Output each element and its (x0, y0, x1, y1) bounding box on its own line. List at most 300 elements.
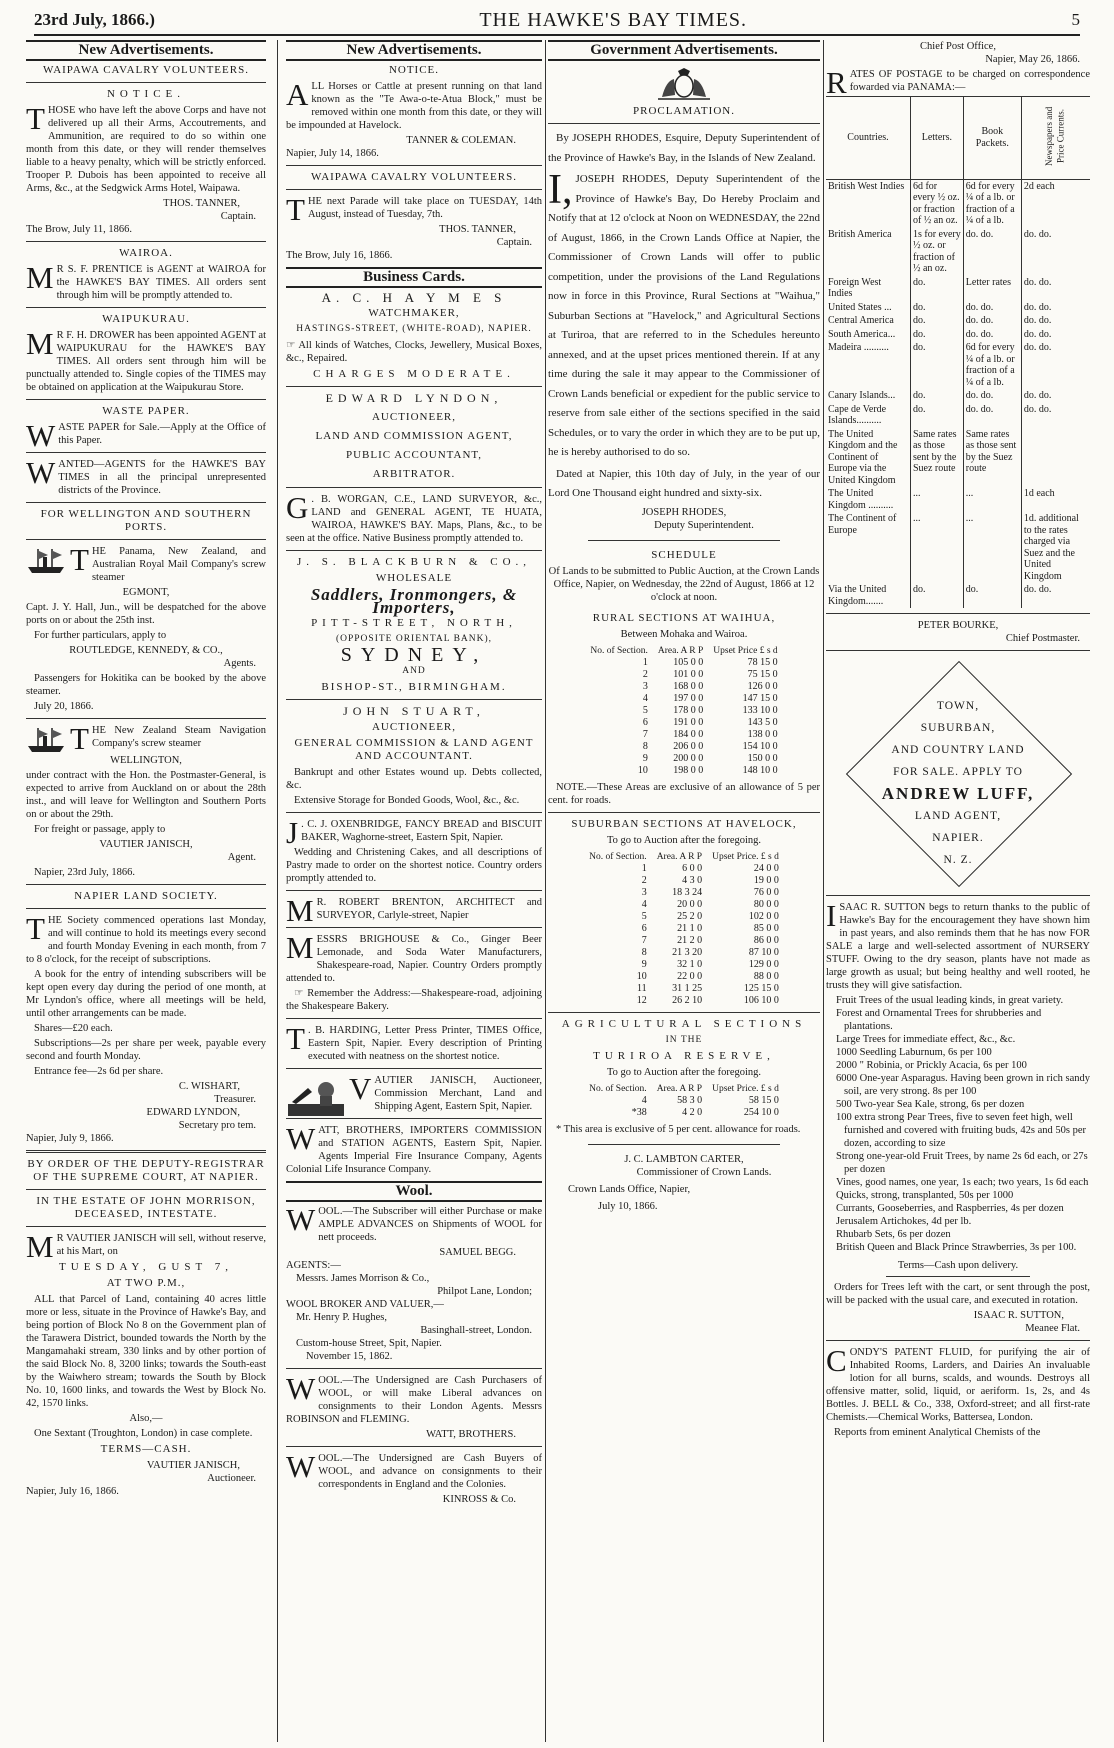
table-cell: Canary Islands... (828, 390, 896, 401)
ad-line: NAPIER. (932, 832, 984, 844)
drop-cap: W (286, 1202, 316, 1237)
table-row (826, 487, 1090, 512)
card-blackburn (286, 556, 542, 694)
postage-rates-table (826, 96, 1090, 608)
table-cell: 4 2 0 (682, 1106, 703, 1118)
ad-cavalry-notice (26, 64, 266, 236)
column-header: No. of Section. (589, 851, 647, 862)
table-cell: 150 0 0 (747, 752, 778, 764)
ad-body: Subscriptions—2s per share per week, payable every second and fourth Monday. (26, 1038, 266, 1062)
drop-cap: M (286, 893, 314, 928)
table-cell: 12 (636, 994, 647, 1006)
auctioneer-engraving-icon (286, 1074, 346, 1118)
list-item: Vines, good names, one year, 1s each; two years, 1s 6d each (836, 1177, 1089, 1188)
ad-heading: NAPIER LAND SOCIETY. (74, 890, 218, 902)
section-heading: New Advertisements. (286, 40, 542, 61)
table-cell: 75 15 0 (747, 668, 778, 680)
ad-body: By JOSEPH RHODES, Esquire, Deputy Superintendent of the Province of Hawke's Bay, in the Islands of New Zealand. (548, 132, 820, 164)
ad-begg-wool (286, 1202, 542, 1363)
proclamation-title: PROCLAMATION. (633, 105, 735, 117)
nursery-price-list (826, 994, 1090, 1254)
agent-name: VAUTIER JANISCH, (99, 839, 193, 850)
ad-place-date: Napier, July 16, 1866. (26, 1486, 119, 1497)
ad-body: Orders for Trees left with the cart, or sent through the post, will be packed with the usual care, and executed in rotation. (826, 1282, 1090, 1306)
signature: KINROSS & Co. (442, 1494, 516, 1505)
table-row (826, 276, 1090, 301)
table-cell: 147 15 0 (742, 692, 778, 704)
table-cell: 1d each (1021, 487, 1090, 512)
table-cell: South America... (828, 328, 896, 340)
table-cell: do. (963, 583, 1021, 608)
ad-heading: WAIPAWA CAVALRY VOLUNTEERS. (43, 64, 249, 76)
table-row (826, 583, 1090, 608)
table-row (585, 765, 782, 777)
signature-role: Captain. (496, 237, 532, 248)
table-cell: 6d for every ¼ of a lb. or fraction of a ¼ of a lb. (963, 341, 1021, 389)
table-cell: 2d each (1021, 179, 1090, 228)
table-cell: 9 (642, 752, 648, 764)
table-cell: *38 (631, 1106, 647, 1118)
table-row (584, 1095, 784, 1107)
table-cell: ... (963, 512, 1021, 583)
signature: J. C. LAMBTON CARTER, (624, 1153, 744, 1165)
card-line: AND (402, 666, 426, 676)
card-line: LAND AND COMMISSION AGENT, (315, 430, 513, 442)
drop-cap: I (826, 898, 837, 933)
drop-cap: M (26, 1229, 54, 1264)
table-cell: 191 0 0 (673, 716, 704, 728)
pointing-hand-icon: ☞ (294, 988, 308, 999)
table-row (826, 341, 1090, 389)
signature-role: Treasurer. (214, 1094, 256, 1105)
ad-body: Shares—£20 each. (34, 1023, 113, 1034)
signature: EDWARD LYNDON, (146, 1107, 240, 1118)
signature: C. WISHART, (178, 1081, 240, 1092)
ad-body: R F. H. DROWER has been appointed AGENT at WAIPUKURAU for the HAWKE'S BAY TIMES. All orders sent through him will be punctually attended to. Single copies of the TIMES may be obtained on application at the Waipukurau Store. (26, 330, 266, 393)
signature-role: Captain. (220, 211, 256, 222)
ship-name: WELLINGTON, (110, 755, 182, 766)
list-item: Jerusalem Artichokes, 4d per lb. (836, 1216, 972, 1227)
table-heading: TURIROA RESERVE, (593, 1049, 775, 1062)
table-cell: 6d for every ¼ of a lb. or fraction of a ¼ of a lb. (963, 179, 1021, 228)
ad-body: Dated at Napier, this 10th day of July, in the year of our Lord One Thousand eight hundred and sixty-six. (548, 467, 820, 499)
drop-cap: A (286, 77, 309, 112)
card-janisch (286, 1071, 542, 1113)
schedule-title: SCHEDULE (651, 548, 717, 561)
table-cell: 7 (641, 934, 647, 946)
ad-body: R S. F. PRENTICE is AGENT at WAIROA for the HAWKE'S BAY TIMES. All orders sent through him will be promptly attended to. (56, 264, 266, 301)
table-row (585, 657, 782, 669)
drop-cap: M (26, 260, 54, 295)
steamship-icon (26, 545, 66, 575)
table-cell: do. (910, 314, 963, 328)
drop-cap: W (26, 455, 56, 490)
table-cell: 148 10 0 (742, 764, 778, 776)
table-cell: 1d. additional to the rates charged via Suez and the United Kingdom (1021, 512, 1090, 583)
agent-name: ROUTLEDGE, KENNEDY, & CO., (69, 645, 223, 656)
drop-cap: W (26, 418, 56, 453)
card-watt (286, 1121, 542, 1176)
table-cell: 88 0 0 (753, 970, 779, 982)
card-line: GENERAL COMMISSION & LAND AGENT AND ACCOUNTANT. (294, 737, 534, 762)
column-header: Area. A R P (656, 1083, 703, 1094)
column-header: Area. A R P (656, 851, 703, 862)
signature: PETER BOURKE, (917, 620, 999, 631)
ad-body: OOL.—The Subscriber will either Purchase or make AMPLE ADVANCES on Shipments of WOOL for nett proceeds. (318, 1206, 542, 1243)
table-cell: 6d for every ½ oz. or fraction of ½ an oz. (910, 179, 963, 228)
column-divider (823, 40, 824, 1742)
table-cell: do. do. (963, 314, 1021, 328)
column-divider (545, 40, 546, 1742)
table-row (584, 863, 784, 875)
column-header: No. of Section. (589, 1083, 647, 1094)
table-row (584, 923, 784, 935)
table-cell: do. (910, 341, 963, 389)
column-header: Countries. (826, 97, 910, 180)
ad-kinross-wool (286, 1449, 542, 1506)
signature: VAUTIER JANISCH, (146, 1460, 240, 1471)
drop-cap: W (286, 1371, 316, 1406)
ad-line: SUBURBAN, (920, 722, 996, 734)
ad-cavalry-parade (286, 171, 542, 262)
table-row (584, 959, 784, 971)
ad-body: All kinds of Watches, Clocks, Jewellery, Musical Boxes, &c., Repaired. (286, 340, 542, 364)
table-cell: British America (828, 228, 892, 240)
ad-body: ASTE PAPER for Sale.—Apply at the Office of this Paper. (58, 422, 266, 446)
table-cell: 7 (642, 728, 648, 740)
signature: JOSEPH RHODES, (641, 506, 727, 518)
table-row (585, 729, 782, 741)
table-row (826, 179, 1090, 228)
card-trade: Saddlers, Ironmongers, & Importers, (310, 585, 518, 617)
ad-body: HE New Zealand Steam Navigation Company's screw steamer (91, 725, 266, 749)
table-cell: 58 3 0 (677, 1094, 703, 1106)
ad-body: Reports from eminent Analytical Chemists of the (834, 1427, 1041, 1438)
table-cell: ... (910, 512, 963, 583)
drop-cap: V (349, 1071, 372, 1106)
table-cell: 206 0 0 (673, 740, 704, 752)
ad-body: ATES OF POSTAGE to be charged on correspondence fowarded via PANAMA:— (849, 69, 1090, 93)
table-cell: 85 0 0 (753, 922, 779, 934)
table-cell: 21 2 0 (677, 934, 703, 946)
list-item: Forest and Ornamental Trees for shrubberies and plantations. (836, 1008, 1042, 1032)
table-row (585, 693, 782, 705)
ad-body: Extensive Storage for Bonded Goods, Wool, &c., &c. (294, 795, 520, 806)
card-address: HASTINGS-STREET, (WHITE-ROAD), NAPIER. (296, 324, 532, 334)
table-cell: 198 0 0 (673, 764, 704, 776)
ad-body: Capt. J. Y. Hall, Jun., will be despatched for the above ports on or about the 25th inst. (26, 602, 266, 626)
ad-body: . B. WORGAN, C.E., LAND SURVEYOR, &c., LAND and GENERAL AGENT, TE HUATA, WAIROA, HAWKE'S BAY. Maps, Plans, &c., to be seen at the office. Native Business promptly attended to. (286, 494, 542, 544)
ad-body: WOOL BROKER AND VALUER,— (286, 1299, 444, 1310)
signature: WATT, BROTHERS. (426, 1429, 516, 1440)
ad-waipukurau (26, 313, 266, 394)
ad-place-date: July 20, 1866. (34, 701, 94, 712)
table-row (826, 301, 1090, 315)
table-cell: 102 0 0 (748, 910, 779, 922)
table-cell: 24 0 0 (753, 862, 779, 874)
ad-body: For freight or passage, apply to (34, 824, 166, 835)
table-cell: do. (910, 389, 963, 403)
ad-body: ATT, BROTHERS, IMPORTERS COMMISSION and STATION AGENTS, Eastern Spit, Napier. Agents Imperial Fire Insurance Company, Agents Colonial Life Insurance Company. (286, 1125, 542, 1175)
table-row (584, 1107, 784, 1119)
table-cell: 254 10 0 (743, 1106, 779, 1118)
section-heading: Wool. (286, 1181, 542, 1202)
card-harding (286, 1021, 542, 1063)
column-header: Book Packets. (963, 97, 1021, 180)
table-cell: 126 0 0 (747, 680, 778, 692)
card-line: BISHOP-ST., BIRMINGHAM. (321, 681, 507, 693)
column-header: Upset Price. £ s d (712, 1083, 779, 1094)
table-cell: 105 0 0 (673, 656, 704, 668)
table-cell: 4 (642, 692, 648, 704)
steamship-icon (26, 724, 66, 754)
table-row (826, 389, 1090, 403)
drop-cap: I, (548, 167, 573, 213)
card-oxenbridge (286, 815, 542, 885)
table-cell: 4 (641, 898, 647, 910)
table-cell: 5 (642, 704, 648, 716)
table-subheading: To go to Auction after the foregoing. (606, 834, 762, 846)
signature: THOS. TANNER, (439, 224, 516, 235)
table-cell: 8 (641, 946, 647, 958)
table-cell: do. do. (963, 328, 1021, 342)
table-cell: 78 15 0 (747, 656, 778, 668)
list-item: Currants, Gooseberries, and Raspberries, 4s per dozen (836, 1203, 1064, 1214)
table-cell: do. do. (1021, 301, 1090, 315)
table-row (584, 887, 784, 899)
ad-body: JOSEPH RHODES, Deputy Superintendent of the Province of Hawke's Bay, Do Hereby Proclaim and Notify that at 12 o'clock at Noon on WEDNESDAY, the 22nd of August, 1866, in the Crown Lands Office at Napier, the Commissioner of Crown Lands will offer to public competition, under the provisions of the Land Regulations now in force in this Province, Rural Sections at "Waihua," Suburban Sections at "Havelock," and Agricultural Sections at Turiroa, that are referred to in the Schedules hereunto annexed, and at the upset prices mentioned therein. If at any time during the sale it may appear to the Commissioner of Crown Lands beneficial or expedient for the public service to reserve from sale either of the sections specified in the said Schedules, or to vary the order in which they are to be put up, he is hereby authorised to do so. (548, 173, 820, 458)
table-cell: do. (910, 328, 963, 342)
table-cell: 3 (641, 886, 647, 898)
drop-cap: T (26, 101, 45, 136)
table-row (585, 681, 782, 693)
ad-heading: NOTICE. (388, 64, 440, 76)
table-cell: 1 (641, 862, 647, 874)
table-cell: do. (910, 583, 963, 608)
ad-body: Bankrupt and other Estates wound up. Debts collected, &c. (286, 767, 542, 791)
table-row (585, 717, 782, 729)
ad-body: OOL.—The Undersigned are Cash Purchasers of WOOL, or will make Liberal advances on consignments to their London Agents. Messrs ROBINSON and FLEMING. (286, 1375, 542, 1425)
column-header: Upset Price. £ s d (712, 851, 779, 862)
table-row (585, 753, 782, 765)
card-line: ARBITRATOR. (372, 468, 456, 480)
table-cell: do. (910, 403, 963, 428)
ad-court-sale (26, 1158, 266, 1498)
ad-body: ALL that Parcel of Land, containing 40 acres little more or less, situate in the Province of Hawke's Bay, and being portion of Block No 8 on the Government plan of the Tarawera District, bounded towards the North by the Mangamahaki stream, 330 links and by other portion of the said Block No. 8, 3200 links; towards the South-east by the Waiwhero stream; towards the South by Block No. 10, 1600 links, and towards the West by Block No. 42, 1570 links. (26, 1294, 266, 1409)
rural-sections-table (585, 645, 782, 777)
card-lyndon (286, 392, 542, 481)
ad-body: Messrs. James Morrison & Co., (296, 1273, 430, 1284)
signature-role: Chief Postmaster. (1005, 633, 1080, 644)
table-cell: 76 0 0 (753, 886, 779, 898)
ad-place-date: Napier, July 14, 1866. (286, 148, 379, 159)
terms: TERMS—CASH. (100, 1443, 192, 1455)
table-cell: Cape de Verde Islands.......... (828, 403, 887, 426)
drop-cap: G (286, 490, 309, 525)
table-cell: 20 0 0 (677, 898, 703, 910)
table-cell: Same rates as those sent by the Suez route (910, 428, 963, 488)
card-charges: CHARGES MODERATE. (313, 368, 515, 380)
table-cell: 8 (642, 740, 648, 752)
ad-body: NOTE.—These Areas are exclusive of an allowance of 5 per cent. for roads. (548, 781, 820, 806)
ad-line: N. Z. (943, 854, 973, 866)
table-cell: 106 10 0 (743, 994, 779, 1006)
table-cell: British West Indies (828, 180, 905, 192)
ad-body: Wedding and Christening Cakes, and all descriptions of Pastry made to order on the shortest notice. Country orders promptly attended to. (286, 847, 542, 884)
ad-heading: FOR WELLINGTON AND SOUTHERN PORTS. (40, 508, 252, 533)
table-cell: 86 0 0 (753, 934, 779, 946)
card-line: PUBLIC ACCOUNTANT, (345, 449, 483, 461)
table-row (826, 314, 1090, 328)
ship-name: EGMONT, (122, 587, 170, 598)
table-cell: 18 3 24 (672, 886, 703, 898)
table-row (584, 899, 784, 911)
table-cell: 184 0 0 (673, 728, 704, 740)
column-header: Area. A R P (657, 645, 704, 656)
issue-date: 23rd July, 1866.) (34, 10, 155, 29)
table-cell: 2 (642, 668, 648, 680)
drop-cap: T (70, 721, 89, 756)
ad-line: TOWN, (936, 700, 980, 712)
table-cell: 32 1 0 (677, 958, 703, 970)
table-cell: 1s for every ½ oz. or fraction of ½ an oz. (910, 228, 963, 276)
table-cell: 133 10 0 (742, 704, 778, 716)
ad-body: AUTIER JANISCH, Auctioneer, Commission Merchant, Land and Shipping Agent, Eastern Spit, Napier. (374, 1075, 542, 1112)
drop-cap: W (286, 1449, 316, 1484)
section-heading: Government Advertisements. (548, 40, 820, 61)
table-cell: do. do. (963, 301, 1021, 315)
signature-role: Commissioner of Crown Lands. (636, 1166, 772, 1178)
table-cell: 125 15 0 (743, 982, 779, 994)
ad-line: LAND AGENT, (914, 810, 1002, 822)
card-line: WHOLESALE (375, 572, 453, 584)
section-heading: New Advertisements. (26, 40, 266, 61)
ad-place-date: Napier, 23rd July, 1866. (34, 867, 135, 878)
office-name: Chief Post Office, (920, 41, 996, 52)
table-heading: SUBURBAN SECTIONS AT HAVELOCK, (571, 817, 797, 830)
ad-heading: WAIPAWA CAVALRY VOLUNTEERS. (311, 171, 517, 183)
column-header: Newspapers and Price Currents. (1044, 106, 1066, 166)
ad-body: HOSE who have left the above Corps and have not delivered up all their Arms, Accoutrements, and Ammunition, are required to do so within one month from this date, or they will render themselves liable to a heavy penalty, which will be strictly enforced. Trooper P. Dubois has been appointed to receive all Arms, &c., at the Sedgwick Arms Hotel, Waipawa. (26, 105, 266, 194)
table-cell: 58 15 0 (748, 1094, 779, 1106)
table-cell: 168 0 0 (673, 680, 704, 692)
ad-body: Passengers for Hokitika can be booked by the above steamer. (26, 673, 266, 697)
table-row (584, 971, 784, 983)
table-cell: 26 2 10 (672, 994, 703, 1006)
table-row (585, 741, 782, 753)
card-brighouse (286, 930, 542, 1013)
list-item: Fruit Trees of the usual leading kinds, in great variety. (836, 995, 1064, 1006)
table-row (826, 428, 1090, 488)
ad-body: * This area is exclusive of 5 per cent. allowance for roads. (556, 1123, 801, 1135)
ad-heading: BY ORDER OF THE DEPUTY-REGISTRAR OF THE SUPREME COURT, AT NAPIER. (27, 1158, 265, 1183)
table-subheading: Between Mohaka and Wairoa. (620, 628, 748, 640)
column-2 (286, 40, 542, 1742)
table-row (584, 995, 784, 1007)
table-cell: 22 0 0 (677, 970, 703, 982)
list-item: Strong one-year-old Fruit Trees, by name 2s 6d each, or 27s per dozen (836, 1151, 1088, 1175)
ad-body: HE Panama, New Zealand, and Australian Royal Mail Company's screw steamer (91, 546, 266, 583)
newspaper-title: THE HAWKE'S BAY TIMES. (479, 8, 748, 31)
signature-role: Secretary pro tem. (178, 1120, 256, 1131)
ad-body: Custom-house Street, Spit, Napier. (296, 1338, 442, 1349)
card-name: EDWARD LYNDON, (325, 391, 503, 405)
signature-role: Deputy Superintendent. (654, 519, 754, 531)
ad-heading: WASTE PAPER. (102, 405, 190, 417)
sale-time: AT TWO P.M., (106, 1277, 186, 1289)
ad-body: R. ROBERT BRENTON, ARCHITECT and SURVEYOR, Carlyle-street, Napier (316, 897, 542, 921)
table-cell: 21 3 20 (672, 946, 703, 958)
signature: ISAAC R. SUTTON, (973, 1310, 1064, 1321)
table-row (584, 935, 784, 947)
table-row (585, 705, 782, 717)
ad-body: HE next Parade will take place on TUESDAY, 14th August, instead of Tuesday, 7th. (307, 196, 542, 220)
table-row (584, 875, 784, 887)
drop-cap: T (70, 542, 89, 577)
table-row (826, 328, 1090, 342)
column-4 (826, 40, 1090, 1742)
drop-cap: W (286, 1121, 316, 1156)
ad-body: LL Horses or Cattle at present running on that land known as the "Te Awa-o-te-Atua Block," must be removed within one month from this date, or they will be impounded at Havelock. (286, 81, 542, 131)
table-cell: 19 0 0 (753, 874, 779, 886)
table-cell: The United Kingdom .......... (828, 488, 894, 511)
ad-condys-fluid (826, 1343, 1090, 1439)
table-subheading: To go to Auction after the foregoing. (606, 1066, 762, 1078)
card-brenton (286, 893, 542, 928)
drop-cap: T (26, 911, 45, 946)
table-cell: 200 0 0 (673, 752, 704, 764)
ad-heading: WAIPUKURAU. (102, 313, 190, 325)
table-cell: do. (910, 301, 963, 315)
table-cell: do. do. (1021, 403, 1090, 428)
ad-body: HE Society commenced operations last Monday, and will continue to hold its meetings every second and fourth Monday Evening in each month, from 7 to 8 o'clock, for the receipt of subscriptions. (26, 915, 266, 965)
proclamation-body (548, 129, 820, 504)
table-cell: 138 0 0 (747, 728, 778, 740)
column-header: No. of Section. (590, 645, 648, 656)
table-row (585, 669, 782, 681)
table-cell: 80 0 0 (753, 898, 779, 910)
section-heading: Business Cards. (286, 267, 542, 288)
ad-subheading: IN THE ESTATE OF JOHN MORRISON, DECEASED, INTESTATE. (36, 1195, 256, 1220)
table-cell: 129 0 0 (748, 958, 779, 970)
ad-place: Crown Lands Office, Napier, (568, 1183, 691, 1195)
table-cell: do. do. (1021, 276, 1090, 301)
table-heading: AGRICULTURAL SECTIONS (561, 1017, 807, 1030)
table-cell: 6 0 0 (682, 862, 703, 874)
table-cell: 4 (641, 1094, 647, 1106)
ad-date: July 10, 1866. (598, 1200, 658, 1212)
table-cell: 6 (641, 922, 647, 934)
column-divider (277, 40, 278, 1742)
pointing-hand-icon: ☞ (286, 340, 299, 351)
list-item: Large Trees for immediate effect, &c., &c. (836, 1034, 1016, 1045)
table-cell: 6 (642, 716, 648, 728)
card-line: (OPPOSITE ORIENTAL BANK), (335, 634, 493, 644)
drop-cap: T (286, 1021, 305, 1056)
drop-cap: R (826, 65, 847, 100)
table-cell: do. do. (963, 228, 1021, 276)
ad-land-society (26, 890, 266, 1145)
ad-cattle-notice (286, 64, 542, 160)
table-cell: 101 0 0 (673, 668, 704, 680)
ad-heading: WAIROA. (119, 247, 173, 259)
table-subheading: IN THE (665, 1034, 703, 1045)
table-cell: 31 1 25 (672, 982, 703, 994)
card-line: AUCTIONEER, (371, 411, 457, 423)
card-name: A. C. H A Y M E S (321, 290, 507, 305)
ad-wairoa (26, 247, 266, 302)
ad-place-date: Napier, July 9, 1866. (26, 1133, 114, 1144)
